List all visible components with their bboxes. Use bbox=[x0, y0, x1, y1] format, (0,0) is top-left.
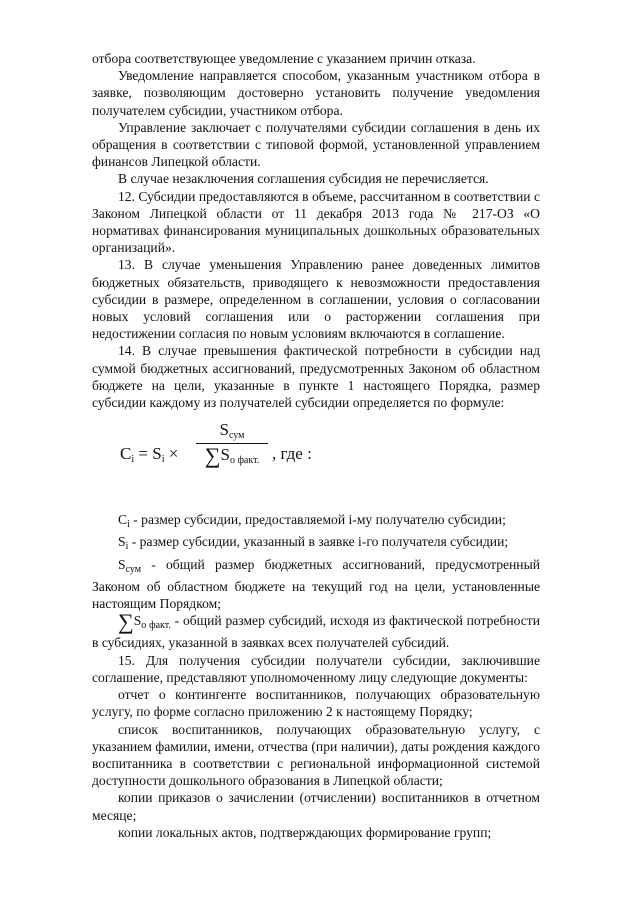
formula-numerator bbox=[196, 421, 268, 443]
paragraph: отбора соответствующее уведомление с указанием причин отказа. bbox=[92, 51, 476, 66]
definition-subscript: о факт. bbox=[141, 620, 171, 632]
formula-symbol-s: S bbox=[219, 420, 229, 440]
sum-sigma-icon: ∑ bbox=[204, 443, 221, 469]
formula-times: × bbox=[168, 444, 179, 464]
formula-symbol-s: S bbox=[220, 445, 230, 465]
definition-sum-sfact bbox=[92, 609, 541, 651]
formula-subscript: i bbox=[161, 454, 165, 466]
definition-text: - общий размер субсидий, исходя из фактической потребности в субсидиях, указанной в заявках всех получателей субсидий. bbox=[92, 613, 541, 651]
definition-ci bbox=[92, 511, 540, 533]
paragraph: В случае незаключения соглашения субсидия не перечисляется. bbox=[118, 171, 489, 187]
paragraph-item-15: 15. Для получения субсидии получатели субсидии, заключившие соглашение, представляют уполномоченному лицу следующие документы: bbox=[92, 652, 540, 685]
definition-subscript: i bbox=[125, 541, 129, 553]
formula-denominator bbox=[196, 444, 268, 469]
formula-fraction bbox=[196, 421, 268, 469]
definition-subscript: сум bbox=[125, 563, 142, 575]
definition-text: - размер субсидии, предоставляемой i-му получателю субсидии; bbox=[129, 512, 506, 528]
definition-text: - общий размер бюджетных ассигнований, предусмотренный Законом об областном бюджете на текущий год на цели, установленные настоящим Порядком; bbox=[92, 556, 540, 612]
document-page bbox=[92, 50, 540, 841]
formula-subscript: i bbox=[131, 454, 135, 466]
definition-si bbox=[92, 533, 540, 555]
definition-text: - размер субсидии, указанный в заявке i-го получателя субсидии; bbox=[128, 534, 509, 550]
paragraph: Управление заключает с получателями субсидии соглашения в день их обращения в соответствии с типовой формой, установленной управлением финансов Липецкой области. bbox=[92, 119, 540, 170]
paragraph-item-13: 13. В случае уменьшения Управлению ранее доведенных лимитов бюджетных обязательств, приводящего к невозможности предоставления субсидии в размере, определенном в соглашении, условия о согласовании новых условий соглашения или о расторжении соглашения при недостижении согласия по новым условиям включаются в соглашение. bbox=[92, 257, 540, 342]
definition-symbol: S bbox=[118, 534, 126, 550]
definition-ssum bbox=[92, 556, 540, 613]
paragraph-item-14: 14. В случае превышения фактической потребности в субсидии над суммой бюджетных ассигнований, предусмотренных Законом об областном бюджете на цели, указанные в пункте 1 настоящего Порядка, размер субсидии каждому из получателей субсидии определяется по формуле: bbox=[92, 343, 540, 411]
sum-sigma-icon: ∑ bbox=[118, 609, 134, 635]
document-list-item: отчет о контингенте воспитанников, получающих образовательную услугу, по форме согласно приложению 2 к настоящему Порядку; bbox=[92, 687, 540, 720]
definition-symbol: S bbox=[118, 556, 126, 572]
formula-symbol-c: C bbox=[120, 444, 132, 464]
document-list-item: список воспитанников, получающих образовательную услугу, с указанием фамилии, имени, отчества (при наличии), даты рождения каждого воспитанника в соответствии с региональной информационной системой доступности дошкольного образования в Липецкой области; bbox=[92, 721, 540, 789]
definition-subscript: i bbox=[127, 519, 130, 531]
paragraph: Уведомление направляется способом, указанным участником отбора в заявке, позволяющим достоверно установить получение уведомления получателем субсидии, участником отбора. bbox=[92, 68, 540, 118]
document-list-item: копии локальных актов, подтверждающих формирование групп; bbox=[118, 824, 492, 840]
paragraph-item-12: 12. Субсидии предоставляются в объеме, рассчитанном в соответствии с Законом Липецкой области от 11 декабря 2013 года № 217-ОЗ «О нормативах финансирования муниципальных дошкольных образовательных организаций». bbox=[92, 188, 540, 256]
formula-subscript: о факт. bbox=[229, 455, 260, 467]
formula-symbol-s: S bbox=[152, 444, 162, 464]
formula-subscript: сум bbox=[228, 430, 245, 442]
formula-lhs bbox=[120, 445, 178, 468]
definition-symbol: S bbox=[133, 613, 142, 629]
subsidy-formula bbox=[92, 421, 540, 493]
formula-equals: = bbox=[138, 444, 148, 464]
definition-symbol: C bbox=[118, 512, 128, 528]
formula-tail: , где : bbox=[272, 444, 312, 464]
document-list-item: копии приказов о зачислении (отчислении) воспитанников в отчетном месяце; bbox=[92, 790, 540, 823]
